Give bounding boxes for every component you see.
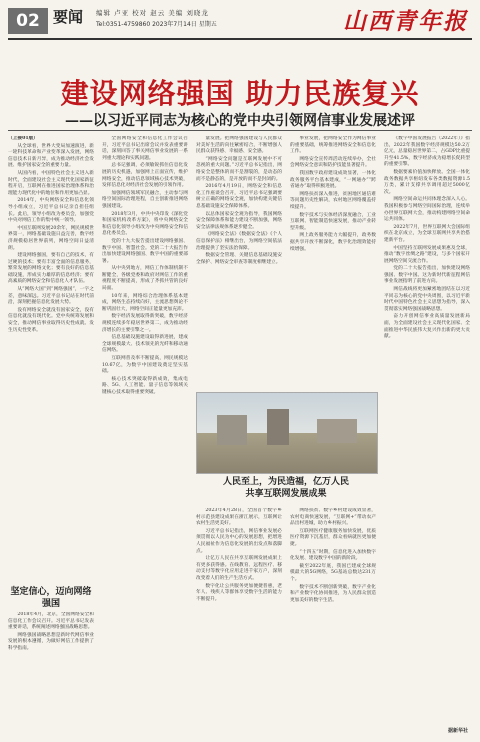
paragraph: 2014年，中央网络安全和信息化领导小组成立，习近平总书记亲自担任组长。此后，领导小组改为委员会，加强党中央对网信工作的集中统一领导。 xyxy=(8,198,94,224)
column-2-text xyxy=(102,136,188,397)
column-5-text xyxy=(384,136,470,341)
paragraph: 网络空间命运共同体理念深入人心。我国积极参与网络空间国际治理，连续举办世界互联网大会，推动构建网络空间命运共同体。 xyxy=(384,197,470,223)
column-4b-text xyxy=(290,508,376,604)
paragraph: 10年来，网络综合治理体系基本建成，网络生态持续向好，主流思想舆论不断巩固壮大，网络空间正能量更加充沛。 xyxy=(102,293,188,312)
byline: （上接01版） xyxy=(8,136,38,141)
column-1-continued xyxy=(8,612,94,732)
paragraph: 数据安全管理、关键信息基础设施安全保护、网络安全审查等制度相继建立。 xyxy=(196,253,282,265)
column-3-lower xyxy=(196,508,282,732)
editor-line: 编辑 卢亚 校对 赵云 美编 刘晓龙 xyxy=(96,9,209,17)
column-1-subhead: 坚定信心，迈向网络强国 xyxy=(10,587,92,609)
column-3 xyxy=(196,136,282,388)
paragraph: 量发展。把网络强国建设与人民群众对美好生活的向往紧密结合，不断增强人民群众获得感、幸福感、安全感。 xyxy=(196,136,282,155)
column-3b-text xyxy=(196,508,282,603)
paragraph: 网络安全宣传周活动连续举办，全社会网络安全意识和防护技能显著提升。 xyxy=(290,156,376,169)
paragraph: 截至2022年底，我国已建成全球规模最大的5G网络，5G基站总数达231万个。 xyxy=(290,563,376,582)
photo-subhead-line2: 共享互联网发展成果 xyxy=(245,489,327,499)
paragraph: 事业发展，把网络安全作为网信事业的重要基础，统筹推进网络安全和信息化工作。 xyxy=(290,136,376,155)
paragraph: 2016年4月19日，网络安全和信息化工作座谈会召开，习近平总书记强调要树立正确的网络安全观，加快构建关键信息基础设施安全保障体系。 xyxy=(196,184,282,209)
paragraph: 从“网络大国”到“网络强国”，一字之差，意味深远。习近平总书记站在时代前沿，深刻把握信息化发展大势。 xyxy=(8,287,94,306)
date-line: Tel:0351-4759860 2023年7月14日 星期五 xyxy=(96,21,217,28)
paragraph: 数字技术不断创新突破，数字产业化和产业数字化协同推进，为人民群众创造更加美好的数字生活。 xyxy=(290,584,376,603)
paragraph: 从全球看，世界大变局加速演进，新一轮科技革命和产业变革深入发展，网络信息技术日新月异，成为推动经济社会发展、维护国家安全的重要力量。 xyxy=(8,143,94,169)
paragraph: 奋力开创网信事业高质量发展新局面，为全面建设社会主义现代化国家、全面推进中华民族伟大复兴作出新的更大贡献。 xyxy=(384,314,470,340)
paragraph: 数据要素价值加快释放。全国一体化政务数据共享枢纽发布各类数据资源1.5万类，累计支撑共享调用超过5000亿次。 xyxy=(384,169,470,195)
paragraph: 党的二十大报告指出，加快建设网络强国、数字中国。这为新时代新征程网信事业发展指明了前进方向。 xyxy=(384,266,470,285)
paragraph: 数字技术与实体经济深度融合，工业互联网、智能制造快速发展，推动产业转型升级。 xyxy=(290,212,376,231)
section-title: 要闻 xyxy=(53,8,84,26)
column-3-text xyxy=(196,136,282,266)
paragraph: 数字经济发展取得新突破，数字经济规模连续多年稳居世界第二，成为推动经济增长的主要引擎之一。 xyxy=(102,314,188,333)
paragraph: 数字化让公共服务更加便捷普惠，老年人、残疾人等群体享受数字生活的能力不断提升。 xyxy=(196,583,282,602)
photo-building xyxy=(317,419,357,443)
paragraph: 《数字中国发展报告（2022年）》指出，2022年我国数字经济规模达50.2万亿元，总量稳居世界第二，占GDP比重提升至41.5%，数字经济成为稳增长促转型的重要引擎。 xyxy=(384,136,470,168)
paragraph: 加强网信领域军民融合，主动参与网络空间国际治理进程，自主创新推进网络强国建设。 xyxy=(102,190,188,209)
paragraph: 让亿万人民在共享互联网发展成果上有更多获得感。在线教育、远程医疗、移动支付等数字化应用走进千家万户，深刻改变着人们的生产生活方式。 xyxy=(196,556,282,581)
paragraph: 信息基础设施建设取得新进展，建成全球规模最大、技术领先的光纤和移动通信网络。 xyxy=(102,335,188,354)
paragraph: 互联网医疗健康服务加快发展，优质医疗资源下沉基层，群众看病就医更加便捷。 xyxy=(290,528,376,547)
article-source: 据新华社 xyxy=(447,728,468,734)
photo-building xyxy=(267,409,289,445)
column-1 xyxy=(8,136,94,580)
page-header xyxy=(0,0,480,40)
page-number: 02 xyxy=(8,8,48,34)
article-subtitle: ——以习近平同志为核心的党中央引领网信事业发展述评 xyxy=(65,113,415,129)
column-4-lower xyxy=(290,508,376,732)
paragraph: 党的十九大报告提出建设网络强国、数字中国、智慧社会。党的二十大报告作出加快建设网络强国、数字中国的重要部署。 xyxy=(102,238,188,264)
paragraph: 互联网普及率不断提高，网民规模达10.67亿，为数字中国建设奠定坚实基础。 xyxy=(102,356,188,375)
paragraph: 网信战线将更加紧密地团结在以习近平同志为核心的党中央周围，以习近平新时代中国特色社会主义思想为指导，深入贯彻落实网络强国战略思想。 xyxy=(384,287,470,312)
column-1-text xyxy=(8,144,94,335)
column-2 xyxy=(102,136,188,732)
paragraph: 网络扶贫深入推进，贫困地区通信难等问题历史性解决，农村地区网络覆盖持续提升。 xyxy=(290,191,376,210)
paragraph: 2023年4月28日，全国首个数字乡村示范县建设成果在浙江展示，互联网让农村生活更美好。 xyxy=(196,508,282,527)
column-5 xyxy=(384,136,470,732)
article-headline: 建设网络强国 助力民族复兴 xyxy=(60,77,420,110)
paragraph: 从中央到地方，网信工作体制机制不断健全，各级党委和政府对网信工作的重视程度不断提高，形成了齐抓共管的良好局面。 xyxy=(102,266,188,292)
paragraph: 2018年4月，北京，全国网络安全和信息化工作会议召开。习近平总书记发表重要讲话，系统阐述网络强国战略思想。 xyxy=(8,612,94,631)
paragraph: 总书记强调，必须敏锐抓住信息化发展的历史机遇，加强网上正面宣传，维护网络安全，推动信息领域核心技术突破，发挥信息化对经济社会发展的引领作用。 xyxy=(102,163,188,189)
photo-building xyxy=(217,415,247,445)
column-4-text xyxy=(290,136,376,253)
photo-subhead-line1: 人民至上，为民造福，亿万人民 xyxy=(222,477,349,487)
paragraph: 2018年3月，中共中央印发《深化党和国家机构改革方案》，将中央网络安全和信息化领导小组改为中央网络安全和信息化委员会。 xyxy=(102,211,188,237)
paragraph: 习近平总书记指出，网信事业发展必须贯彻以人民为中心的发展思想，把增进人民福祉作为信息化发展的出发点和落脚点。 xyxy=(196,528,282,554)
paragraph: 从国内看，中国特色社会主义进入新时代，全面建设社会主义现代化国家新征程开启，互联网在推进国家治理体系和治理能力现代化中的地位和作用更加凸显。 xyxy=(8,170,94,196)
paragraph: 网上政务服务能力大幅提升，政务数据共享开放不断深化，数字化治理效能持续增强。 xyxy=(290,233,376,252)
paragraph: 中国互联网发展20余年，网民规模世界第一，网络基础设施日益完善，数字经济规模稳居世界前列，网络空间日益清朗。 xyxy=(8,225,94,251)
paragraph: 《网络安全法》《数据安全法》《个人信息保护法》相继出台，为网络空间依法治理提供了坚实法治保障。 xyxy=(196,232,282,251)
paragraph: 没有网络安全就没有国家安全，没有信息化就没有现代化。党中央统筹发展和安全，推动网信事业取得历史性成就、发生历史性变革。 xyxy=(8,307,94,333)
paragraph: 全国网络安全和信息化工作会议召开，习近平总书记出席会议并发表重要讲话，深刻回答了事关网信事业发展的一系列重大理论和实践问题。 xyxy=(102,136,188,161)
paragraph: 以总体国家安全观为指导，我国网络安全保障体系和能力建设不断加强，网络安全法律法规体系逐步健全。 xyxy=(196,211,282,230)
paragraph: 2022年7月，世界互联网大会国际组织在北京成立，为全球互联网共享共治搭建新平台。 xyxy=(384,224,470,243)
paragraph: “网络安全问题是互联网发展中不可忽视的重大问题。”习近平总书记指出，网络安全是整体的而不是割裂的，是动态的而不是静态的，是开放的而不是封闭的。 xyxy=(196,156,282,182)
newspaper-masthead: 山西青年报 xyxy=(343,8,468,35)
paragraph: 网络强国战略思想是新时代网信事业发展的根本遵循，为做好网信工作提供了科学指南。 xyxy=(8,632,94,651)
paragraph: 建设网络强国，要有自己的技术，有过硬的技术；要有丰富全面的信息服务，繁荣发展的网络文化；要有良好的信息基础设施，形成实力雄厚的信息经济；要有高素质的网络安全和信息化人才队伍。 xyxy=(8,253,94,285)
paragraph: 中国坚持互联网发展成果惠及全球，推动“数字丝绸之路”建设，与多个国家开展网络空间交流合作。 xyxy=(384,245,470,264)
paragraph: 我国数字政府建设成效显著，一体化政务服务平台基本建成，“一网通办”“跨省通办”取得积极进展。 xyxy=(290,170,376,190)
paragraph: 网络扶贫、数字乡村建设成效显著，农村电商快速发展，“互联网+”带动农产品出村进城，助力乡村振兴。 xyxy=(290,508,376,527)
title-divider xyxy=(8,130,472,131)
paragraph: 核心技术突破取得新成效，集成电路、5G、人工智能、量子信息等领域关键核心技术取得重要突破。 xyxy=(102,376,188,395)
photo-subhead xyxy=(196,476,376,500)
header-divider xyxy=(8,38,472,40)
paragraph: “十四五”时期，信息化进入加快数字化发展、建设数字中国的新阶段。 xyxy=(290,549,376,562)
column-4 xyxy=(290,136,376,388)
column-1b-text xyxy=(8,612,94,653)
article-photo xyxy=(196,392,378,474)
